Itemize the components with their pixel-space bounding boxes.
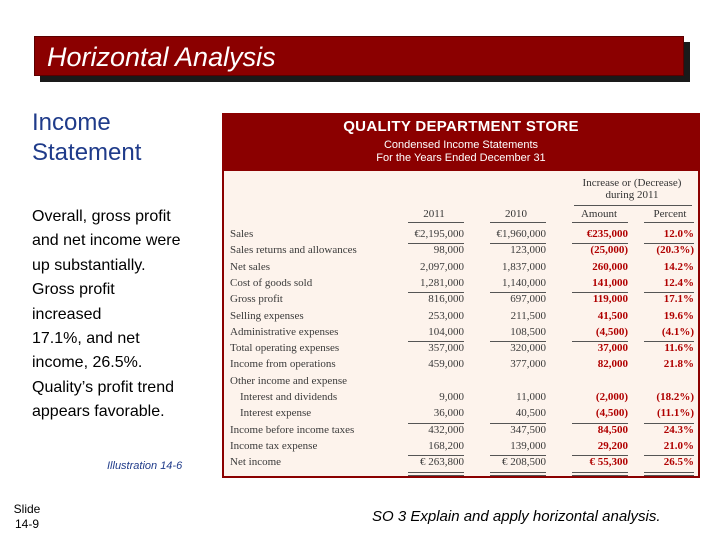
col-header-amount: Amount [580,208,618,220]
cell-y2011: 1,281,000 [420,276,464,289]
slide-title: Horizontal Analysis [47,42,276,72]
total-double-rule [572,472,628,473]
cell-y2011: €2,195,000 [414,228,464,240]
cell-percent: 24.3% [663,423,694,436]
cell-amount: 37,000 [597,342,628,355]
cell-percent: (20.3%) [656,244,694,257]
row-label: Other income and expense [230,374,347,387]
row-label: Net income [230,456,282,469]
header-rule [644,222,694,223]
body-text-line: income, 26.5%. [32,354,143,372]
body-text-line: 17.1%, and net [32,330,140,348]
total-double-rule [572,475,628,476]
statement-table [224,171,698,476]
cell-amount: 119,000 [592,293,628,306]
statement-header [224,115,698,171]
cell-y2011: 36,000 [433,407,464,420]
cell-percent: 21.8% [663,358,694,371]
cell-y2010: € 208,500 [502,456,546,469]
cell-y2011: 816,000 [428,293,464,306]
row-label: Gross profit [230,293,283,306]
body-text [32,205,217,425]
cell-amount: (2,000) [595,391,628,403]
cell-percent: 11.6% [664,342,694,355]
cell-y2011: 9,000 [439,391,464,403]
header-rule [490,222,546,223]
cell-y2010: 1,140,000 [502,276,546,289]
col-header-percent: Percent [653,208,687,220]
cell-y2010: 320,000 [510,342,546,355]
slide-label: Slide [13,502,41,516]
cell-amount: (4,500) [595,325,628,338]
change-header-line: during 2011 [605,189,659,201]
row-label: Net sales [230,260,271,273]
cell-y2011: 168,200 [428,439,464,452]
body-text-line: Quality’s profit trend [32,378,174,396]
body-text-line: Overall, gross profit [32,208,171,225]
cell-percent: 12.0% [663,228,694,240]
cell-y2011: 98,000 [433,244,464,257]
cell-y2011: 459,000 [428,358,464,371]
cell-y2010: 40,500 [515,407,546,420]
row-label: Selling expenses [230,309,304,322]
row-label: Sales returns and allowances [230,244,357,257]
cell-y2011: € 263,800 [420,456,464,469]
change-header-line: Increase or (Decrease) [582,177,682,189]
cell-amount: 82,000 [597,358,628,371]
total-double-rule [490,475,546,476]
header-rule [572,222,628,223]
cell-amount: 141,000 [592,276,628,289]
cell-y2010: €1,960,000 [496,228,546,240]
row-label: Income from operations [230,358,336,371]
cell-amount: 84,500 [597,423,628,436]
cell-y2010: 11,000 [516,391,546,403]
total-double-rule [644,472,694,473]
statement-period: For the Years Ended December 31 [376,152,546,164]
cell-y2011: 2,097,000 [420,260,464,273]
cell-y2010: 377,000 [510,358,546,371]
row-label: Sales [230,228,254,240]
income-statement-panel [222,113,700,478]
cell-percent: 26.5% [663,456,694,469]
cell-y2010: 211,500 [510,309,546,322]
cell-amount: 41,500 [597,309,628,322]
header-rule [408,222,464,223]
cell-y2011: 104,000 [428,325,464,338]
row-label: Interest expense [240,407,312,420]
cell-y2010: 1,837,000 [502,260,546,273]
cell-percent: (4.1%) [661,325,694,338]
body-text-line: appears favorable. [32,403,165,421]
cell-percent: (11.1%) [657,407,694,420]
cell-amount: €235,000 [586,228,628,240]
row-label: Income before income taxes [230,423,355,436]
cell-y2011: 432,000 [428,423,464,436]
cell-percent: 19.6% [663,309,694,322]
row-label: Administrative expenses [230,325,339,338]
cell-percent: 12.4% [663,276,694,289]
body-text-line: up substantially. [32,256,146,274]
cell-y2010: 123,000 [510,244,546,257]
slide-subtitle [32,108,141,168]
cell-amount: € 55,300 [589,456,628,469]
cell-amount: 260,000 [592,260,628,273]
cell-y2011: 357,000 [428,342,464,355]
cell-amount: (25,000) [590,244,628,257]
cell-percent: (18.2%) [656,391,694,403]
cell-y2010: 347,500 [510,423,546,436]
cell-percent: 21.0% [663,439,694,452]
col-header-2011: 2011 [423,208,445,220]
cell-y2010: 108,500 [510,325,546,338]
total-double-rule [644,475,694,476]
slide-number [10,502,44,532]
slide-number-value: 14-9 [14,517,40,531]
cell-y2011: 253,000 [428,309,464,322]
cell-y2010: 697,000 [510,293,546,306]
subtitle-line: Statement [32,139,142,166]
cell-amount: 29,200 [597,439,628,452]
cell-percent: 17.1% [663,293,694,306]
change-header [572,177,692,201]
row-label: Total operating expenses [230,342,340,355]
body-text-line: and net income were [32,232,181,250]
total-double-rule [408,472,464,473]
total-double-rule [408,475,464,476]
cell-y2010: 139,000 [510,439,546,452]
cell-amount: (4,500) [595,407,628,420]
study-objective: SO 3 Explain and apply horizontal analysis. [372,508,661,525]
company-name: QUALITY DEPARTMENT STORE [343,118,579,135]
illustration-caption: Illustration 14-6 [107,460,183,472]
body-text-line: Gross profit [32,281,115,299]
col-header-2010: 2010 [505,208,527,220]
subtitle-line: Income [32,109,111,136]
total-double-rule [490,472,546,473]
body-text-line: increased [32,305,102,323]
row-label: Interest and dividends [240,391,338,403]
statement-name: Condensed Income Statements [383,139,539,151]
header-rule [574,205,692,206]
title-bar [34,36,684,76]
row-label: Income tax expense [230,439,318,452]
row-label: Cost of goods sold [230,276,313,289]
cell-percent: 14.2% [663,260,694,273]
